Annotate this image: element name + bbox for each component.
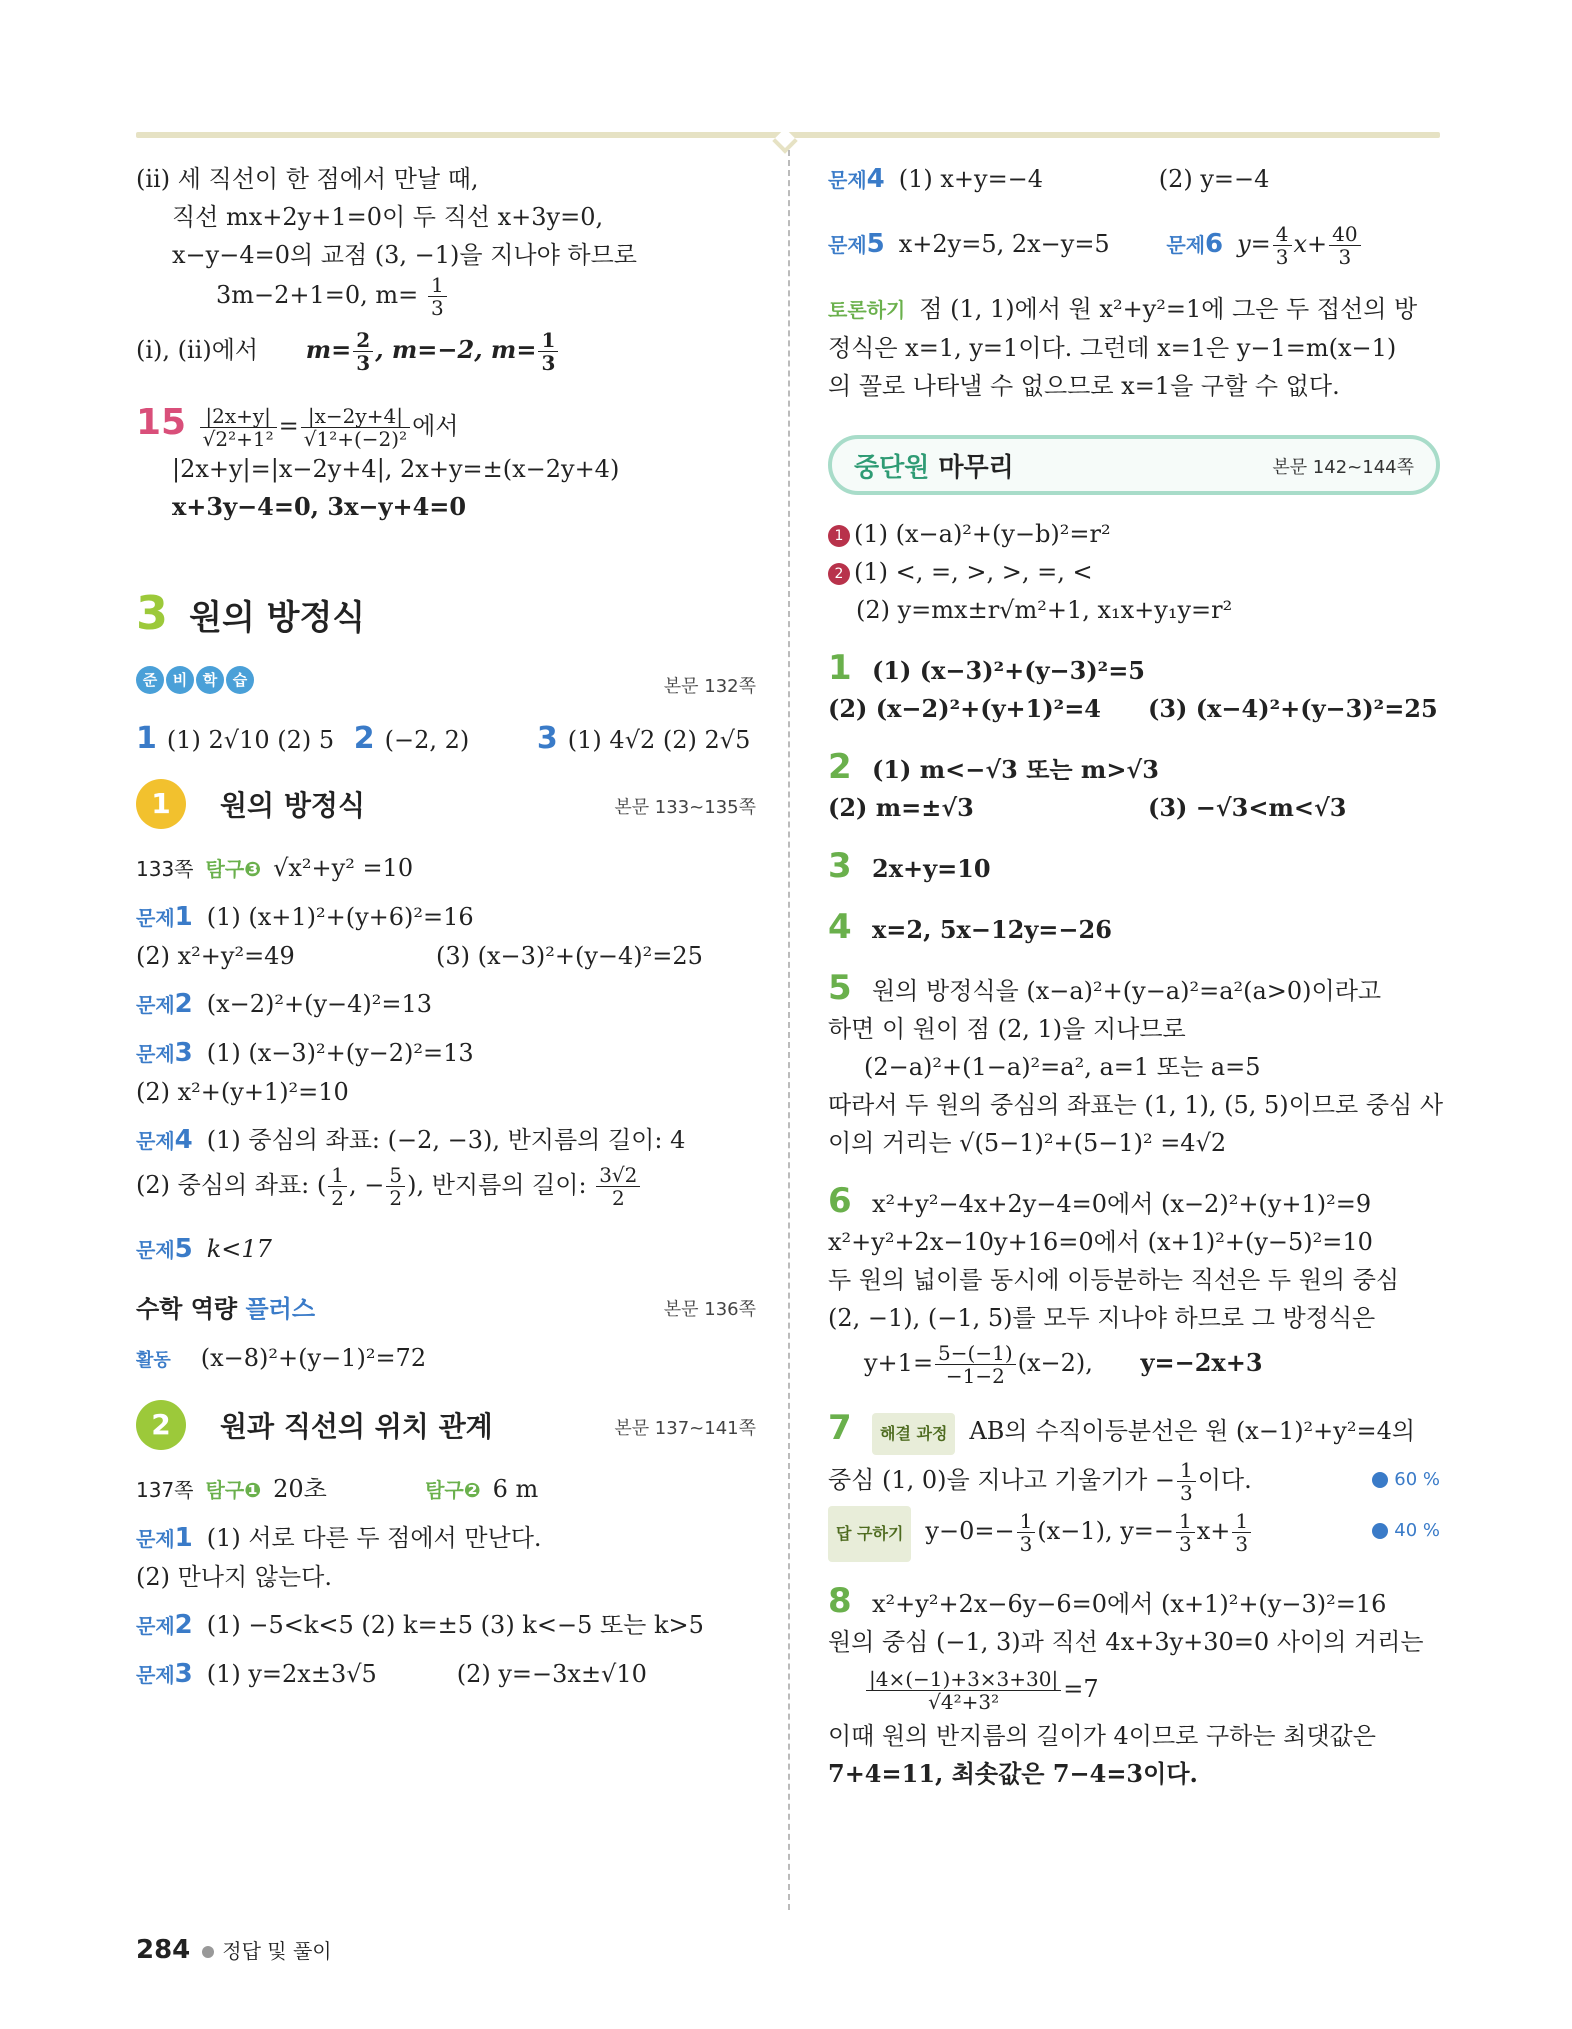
a7-answer-badge: 답 구하기 [828, 1506, 911, 1562]
prep-header [136, 666, 756, 710]
case-ii-line3: x−y−4=0의 교점 (3, −1)을 지나야 하므로 [172, 241, 637, 269]
a7-l2-post: 이다. [1197, 1466, 1252, 1494]
a7-number: 7 [828, 1408, 852, 1448]
prep-badge-1: 준 [136, 666, 164, 694]
prep-q1-answer: (1) 2√10 (2) 5 [166, 726, 335, 754]
s1-q3-l2: (2) x²+(y+1)²=10 [136, 1078, 349, 1106]
prep-badge-2: 비 [166, 666, 194, 694]
s1-q1-label [136, 898, 193, 937]
s2-explore2-tag: 탐구❷ [425, 1478, 481, 1502]
plus-page-ref: 본문 136쪽 [663, 1299, 756, 1320]
a8-l2: 원의 중심 (−1, 3)과 직선 4x+3y+30=0 사이의 거리는 [828, 1628, 1424, 1656]
s1-q4-l2 [136, 1160, 756, 1210]
a1-l2a: (2) (x−2)²+(y+1)²=4 [828, 694, 1101, 723]
score-dot-icon [1372, 1472, 1388, 1488]
p15-f1-den: √2²+1² [202, 427, 274, 451]
s1-q5-l1: k<17 [206, 1235, 272, 1263]
s1-q2-num: 2 [174, 989, 193, 1019]
a7-l3-f2-den: 3 [1178, 1532, 1192, 1556]
section-1-title: 원의 방정식 [220, 789, 365, 822]
s1-q4-f2-num: 5 [386, 1164, 405, 1187]
r-q4a: (1) x+y=−4 [898, 165, 1044, 193]
a7-l2 [828, 1455, 1440, 1505]
s1-q4-l1: (1) 중심의 좌표: (−2, −3), 반지름의 길이: 4 [206, 1126, 686, 1154]
a7-process-badge: 해결 과정 [872, 1413, 955, 1455]
plus-activity [136, 1339, 756, 1380]
review-1-answer: (1) (x−a)²+(y−b)²=r² [854, 520, 1111, 548]
a1-l2b: (3) (x−4)²+(y−3)²=25 [1148, 694, 1438, 723]
a5-l1: 원의 방정식을 (x−a)²+(y−a)²=a²(a>0)이라고 [872, 977, 1382, 1005]
s1-q5-label-text: 문제 [136, 1238, 175, 1262]
a2-l2 [828, 789, 1440, 827]
r-q5-answer: x+2y=5, 2x−y=5 [898, 230, 1110, 258]
r-q6-label-text: 문제 [1166, 233, 1206, 257]
s1-q4-label [136, 1121, 193, 1160]
debate-tag: 토론하기 [828, 298, 906, 322]
r-q6-f1-num: 4 [1273, 223, 1292, 246]
s2-q2-label [136, 1606, 193, 1645]
section-1-number: 1 [136, 779, 186, 829]
section-2-header [136, 1400, 756, 1470]
a7-l3-mid: (x−1), y=− [1037, 1517, 1174, 1545]
a6-l3: 두 원의 넓이를 동시에 이등분하는 직선은 두 원의 중심 [828, 1266, 1400, 1294]
a8-l5: 7+4=11, 최솟값은 7−4=3이다. [828, 1759, 1198, 1788]
a1-l2 [828, 690, 1440, 728]
a7-score-1-text: 60 % [1394, 1469, 1440, 1490]
a7-l2-pre: 중심 (1, 0)을 지나고 기울기가 − [828, 1466, 1175, 1494]
case-combined-pre: (ⅰ), (ⅱ)에서 [136, 336, 259, 364]
plus-title-a: 수학 역량 [136, 1295, 238, 1323]
a6-number: 6 [828, 1181, 852, 1221]
s2-q1-label-text: 문제 [136, 1527, 175, 1551]
a7-l3-f1-den: 3 [1019, 1532, 1033, 1556]
section-3-number: 3 [136, 586, 169, 640]
a7-l3-f3-num: 1 [1232, 1510, 1251, 1533]
s1-q4-mid: , − [349, 1171, 385, 1199]
s2-explore1-answer: 20초 [273, 1475, 327, 1503]
a3 [828, 847, 1440, 888]
case-ii-eq: 3m−2+1=0, m= [216, 281, 419, 309]
s2-q3-label-text: 문제 [136, 1663, 175, 1687]
r-q5-label-text: 문제 [828, 233, 867, 257]
a2-l2b: (3) −√3<m<√3 [1148, 793, 1347, 822]
r-q4 [828, 160, 1440, 199]
s2-q1-l1: (1) 서로 다른 두 점에서 만난다. [206, 1524, 542, 1552]
s1-q1-label-text: 문제 [136, 906, 175, 930]
footer-dot-icon [202, 1946, 214, 1958]
a6-l5-post: (x−2), [1017, 1349, 1093, 1377]
s1-q1-l2 [136, 937, 756, 975]
a5-l2: 하면 이 원이 점 (2, 1)을 지나므로 [828, 1015, 1186, 1043]
s2-q3a: (1) y=2x±3√5 [206, 1660, 377, 1688]
problem-15 [136, 404, 756, 450]
a8-f-den: √4²+3² [928, 1690, 1000, 1714]
s2-q1-num: 1 [174, 1523, 193, 1553]
s1-explore [136, 849, 756, 888]
case-ii-line4 [136, 274, 756, 319]
section-1-page-ref: 본문 133~135쪽 [614, 797, 756, 818]
plus-activity-answer: (x−8)²+(y−1)²=72 [200, 1344, 427, 1372]
a7-l1: AB의 수직이등분선은 원 (x−1)²+y²=4의 [969, 1417, 1416, 1445]
plus-activity-tag: 활동 [136, 1350, 171, 1371]
r-q5-label [828, 219, 885, 270]
a2-l1: (1) m<−√3 또는 m>√3 [872, 755, 1159, 784]
p15-eq: = [278, 412, 299, 440]
a8 [828, 1582, 1440, 1623]
a7-l3-frac3 [1232, 1510, 1251, 1555]
r-q6-frac2 [1329, 223, 1360, 268]
s2-q1-label [136, 1519, 193, 1558]
page-number: 284 [136, 1935, 191, 1965]
problem-15-line2: |2x+y|=|x−2y+4|, 2x+y=±(x−2y+4) [172, 455, 620, 483]
prep-q2-answer: (−2, 2) [384, 726, 470, 754]
s1-q4-f3-den: 2 [611, 1186, 625, 1210]
a5-l4: 따라서 두 원의 중심의 좌표는 (1, 1), (5, 5)이므로 중심 사 [828, 1091, 1444, 1119]
r-q4b: (2) y=−4 [1158, 165, 1270, 193]
a4 [828, 908, 1440, 949]
s1-q1-l1: (1) (x+1)²+(y+6)²=16 [206, 903, 474, 931]
a7-score-2 [1372, 1505, 1440, 1557]
a5-number: 5 [828, 968, 852, 1008]
s1-q4-center-pre: (2) 중심의 좌표: ( [136, 1171, 327, 1199]
s1-q5-label [136, 1230, 193, 1269]
r-q6-num: 6 [1205, 229, 1224, 259]
review-page-ref: 본문 142~144쪽 [1272, 457, 1414, 478]
debate-l1-text: 점 (1, 1)에서 원 x²+y²=1에 그은 두 접선의 방 [919, 295, 1418, 323]
p15-f2-den: √1²+(−2)² [303, 427, 408, 451]
a4-answer: x=2, 5x−12y=−26 [872, 915, 1112, 944]
s2-q2 [136, 1606, 756, 1645]
a8-l3 [828, 1661, 1440, 1717]
p15-suffix: 에서 [412, 412, 459, 440]
s2-q3-label [136, 1655, 193, 1694]
a1-l1: (1) (x−3)²+(y−3)²=5 [872, 656, 1145, 685]
a2-number: 2 [828, 747, 852, 787]
s2-q2-label-text: 문제 [136, 1614, 175, 1638]
a8-f-post: =7 [1063, 1675, 1099, 1703]
case-combined [136, 329, 756, 374]
p15-f2-num: |x−2y+4| [301, 405, 410, 428]
case-ans2: , m=−2, m= [375, 335, 537, 364]
a2 [828, 748, 1440, 789]
ans-frac1-num: 2 [353, 329, 373, 352]
prep-badge-4: 습 [226, 666, 254, 694]
a6-frac [935, 1342, 1016, 1387]
review-2b: (2) y=mx±r√m²+1, x₁x+y₁y=r² [856, 596, 1233, 624]
s1-q2 [136, 985, 756, 1024]
review-1 [828, 515, 1440, 553]
a8-l4: 이때 원의 반지름의 길이가 4이므로 구하는 최댓값은 [828, 1722, 1376, 1750]
a8-number: 8 [828, 1581, 852, 1621]
s1-q4-post: ), 반지름의 길이: [407, 1171, 587, 1199]
a3-answer: 2x+y=10 [872, 854, 991, 883]
s2-q3b: (2) y=−3x±√10 [456, 1660, 647, 1688]
a6 [828, 1182, 1440, 1223]
review-2-circle: 2 [828, 563, 850, 585]
s1-q5-num: 5 [174, 1234, 193, 1264]
a7-l3-f3-den: 3 [1235, 1532, 1249, 1556]
a7-l3-f1-num: 1 [1017, 1510, 1036, 1533]
ans-frac1-den: 3 [356, 351, 371, 375]
s1-q3-num: 3 [174, 1038, 193, 1068]
s1-q4-f1-den: 2 [331, 1186, 344, 1210]
s2-q3-num: 3 [174, 1659, 193, 1689]
a7-l3-f2-num: 1 [1176, 1510, 1195, 1533]
s1-explore-tag: 탐구❸ [205, 857, 262, 881]
ans-frac2 [538, 329, 558, 374]
a7-score-2-text: 40 % [1394, 1520, 1440, 1541]
p15-frac1 [200, 405, 277, 450]
prep-q3-answer: (1) 4√2 (2) 2√5 [567, 726, 751, 754]
s1-q3 [136, 1034, 756, 1073]
p15-f1-num: |2x+y| [200, 405, 277, 428]
a6-l2: x²+y²+2x−10y+16=0에서 (x+1)²+(y−5)²=10 [828, 1228, 1373, 1256]
prep-answers [136, 720, 756, 759]
a5 [828, 969, 1440, 1010]
a6-l5 [828, 1337, 1440, 1389]
review-1-circle: 1 [828, 525, 850, 547]
a7-l3-mid2: x+ [1196, 1517, 1231, 1545]
s2-explore-page: 137쪽 [136, 1478, 194, 1502]
s1-q1-num: 1 [174, 902, 193, 932]
s1-q2-label [136, 985, 193, 1024]
a6-l5-pre: y+1= [864, 1349, 934, 1377]
case-ans1: m= [305, 335, 352, 364]
s1-q3-l1: (1) (x−3)²+(y−2)²=13 [206, 1039, 474, 1067]
section-2-number: 2 [136, 1400, 186, 1450]
s1-q1 [136, 898, 756, 937]
r-q6-label [1166, 219, 1223, 270]
r-q6-pre: y= [1237, 230, 1271, 258]
s2-q3 [136, 1655, 756, 1694]
s1-q4-num: 4 [174, 1125, 193, 1155]
a8-frac [866, 1668, 1061, 1713]
prep-badge-3: 학 [196, 666, 224, 694]
s1-q4 [136, 1121, 756, 1160]
a4-number: 4 [828, 907, 852, 947]
s1-q3-label [136, 1034, 193, 1073]
a7-score-1 [1372, 1455, 1440, 1505]
a7 [828, 1409, 1440, 1455]
m-frac-den: 3 [430, 296, 444, 320]
a5-l3: (2−a)²+(1−a)²=a², a=1 또는 a=5 [864, 1053, 1261, 1081]
a6-l4: (2, −1), (−1, 5)를 모두 지나야 하므로 그 방정식은 [828, 1304, 1376, 1332]
a7-l3 [828, 1505, 1440, 1562]
r-q4-label-text: 문제 [828, 168, 867, 192]
column-divider [788, 150, 790, 1910]
section-2-page-ref: 본문 137~141쪽 [614, 1418, 756, 1439]
plus-title-b: 플러스 [245, 1295, 316, 1323]
a6-f-den: −1−2 [945, 1364, 1005, 1388]
p15-frac2 [301, 405, 410, 450]
a3-number: 3 [828, 846, 852, 886]
prep-q3-number: 3 [536, 721, 558, 756]
a7-l3-frac2 [1176, 1510, 1195, 1555]
ans-frac2-den: 3 [541, 351, 556, 375]
a8-l1: x²+y²+2x−6y−6=0에서 (x+1)²+(y−3)²=16 [872, 1590, 1387, 1618]
a7-frac [1177, 1459, 1196, 1504]
a1-number: 1 [828, 648, 852, 688]
s1-q4-f3-num: 3√2 [596, 1164, 640, 1187]
a6-l5-answer: y=−2x+3 [1140, 1348, 1263, 1377]
s2-q2-answer: (1) −5<k<5 (2) k=±5 (3) k<−5 또는 k>5 [206, 1611, 704, 1639]
a5-l5: 이의 거리는 √(5−1)²+(5−1)² =4√2 [828, 1129, 1227, 1157]
s1-q1-l2a: (2) x²+y²=49 [136, 942, 295, 970]
review-title-b: 마무리 [938, 453, 1014, 483]
s1-q1-l2b: (3) (x−3)²+(y−4)²=25 [436, 942, 703, 970]
problem-15-line3: x+3y−4=0, 3x−y+4=0 [172, 492, 467, 521]
s1-q4-f2-den: 2 [389, 1186, 403, 1210]
r-q4-num: 4 [866, 164, 885, 194]
case-ii-line2: 직선 mx+2y+1=0이 두 직선 x+3y=0, [172, 203, 604, 231]
s2-q1 [136, 1519, 756, 1558]
s1-explore-page: 133쪽 [136, 857, 194, 881]
a2-l2a: (2) m=±√3 [828, 793, 974, 822]
s2-explore2-answer: 6 m [492, 1475, 539, 1503]
m-frac-num: 1 [428, 274, 447, 297]
s1-q3-label-text: 문제 [136, 1042, 175, 1066]
prep-q2-number: 2 [353, 721, 375, 756]
page-footer [136, 1935, 332, 1965]
s1-explore-answer: √x²+y² =10 [273, 854, 414, 882]
section-2-title: 원과 직선의 위치 관계 [220, 1410, 493, 1443]
s2-explore1-tag: 탐구❶ [205, 1478, 262, 1502]
s1-q2-l1: (x−2)²+(y−4)²=13 [206, 990, 433, 1018]
r-q5-q6 [828, 219, 1440, 270]
m-fraction [428, 274, 447, 319]
r-q6-f2-den: 3 [1338, 245, 1352, 269]
a7-f-num: 1 [1177, 1459, 1196, 1482]
ans-frac1 [353, 329, 373, 374]
a7-l3-pre: y−0=− [925, 1517, 1015, 1545]
r-q5-num: 5 [866, 229, 885, 259]
section-3-header [136, 586, 756, 646]
plus-title [136, 1295, 315, 1323]
prep-q1-number: 1 [136, 721, 157, 756]
a7-f-den: 3 [1180, 1481, 1193, 1505]
ans-frac2-num: 1 [538, 329, 558, 352]
s1-q4-frac2 [386, 1164, 405, 1209]
s1-q4-frac3 [596, 1164, 640, 1209]
s2-explore [136, 1470, 756, 1509]
s1-q5 [136, 1230, 756, 1269]
review-2a: (1) <, =, >, >, =, < [854, 558, 1093, 586]
right-column [828, 160, 1444, 1793]
case-ii-intro: (ⅱ) 세 직선이 한 점에서 만날 때, [136, 165, 479, 193]
s1-q4-label-text: 문제 [136, 1129, 175, 1153]
s2-q1-l2: (2) 만나지 않는다. [136, 1563, 332, 1591]
r-q6-f2-num: 40 [1329, 223, 1360, 246]
score-dot-icon [1372, 1523, 1388, 1539]
a8-f-num: |4×(−1)+3×3+30| [866, 1668, 1061, 1691]
r-q4-label [828, 160, 885, 199]
section-1-header [136, 779, 756, 849]
problem-15-number: 15 [136, 402, 187, 443]
section-3-title: 원의 방정식 [189, 598, 366, 638]
debate-l3: 의 꼴로 나타낼 수 없으므로 x=1을 구할 수 없다. [828, 372, 1340, 400]
a1 [828, 649, 1440, 690]
r-q6-frac1 [1273, 223, 1292, 268]
review-title-a: 중단원 [854, 453, 930, 483]
s1-q4-f1-num: 1 [328, 1164, 347, 1187]
s2-q2-num: 2 [174, 1610, 193, 1640]
a6-l1: x²+y²−4x+2y−4=0에서 (x−2)²+(y+1)²=9 [872, 1190, 1372, 1218]
review-title [854, 447, 1014, 484]
r-q6-f1-den: 3 [1275, 245, 1289, 269]
s1-q2-label-text: 문제 [136, 993, 175, 1017]
debate-l1 [828, 290, 1440, 329]
review-header [828, 435, 1440, 495]
plus-header [136, 1289, 756, 1339]
r-q6-mid: x+ [1293, 230, 1328, 258]
prep-page-ref: 본문 132쪽 [663, 676, 756, 697]
review-2 [828, 553, 1440, 591]
a7-l3-frac1 [1017, 1510, 1036, 1555]
debate-l2: 정식은 x=1, y=1이다. 그런데 x=1은 y−1=m(x−1) [828, 334, 1397, 362]
footer-title: 정답 및 풀이 [222, 1939, 332, 1963]
s1-q4-frac1 [328, 1164, 347, 1209]
a6-f-num: 5−(−1) [935, 1342, 1016, 1365]
left-column [136, 160, 756, 1694]
